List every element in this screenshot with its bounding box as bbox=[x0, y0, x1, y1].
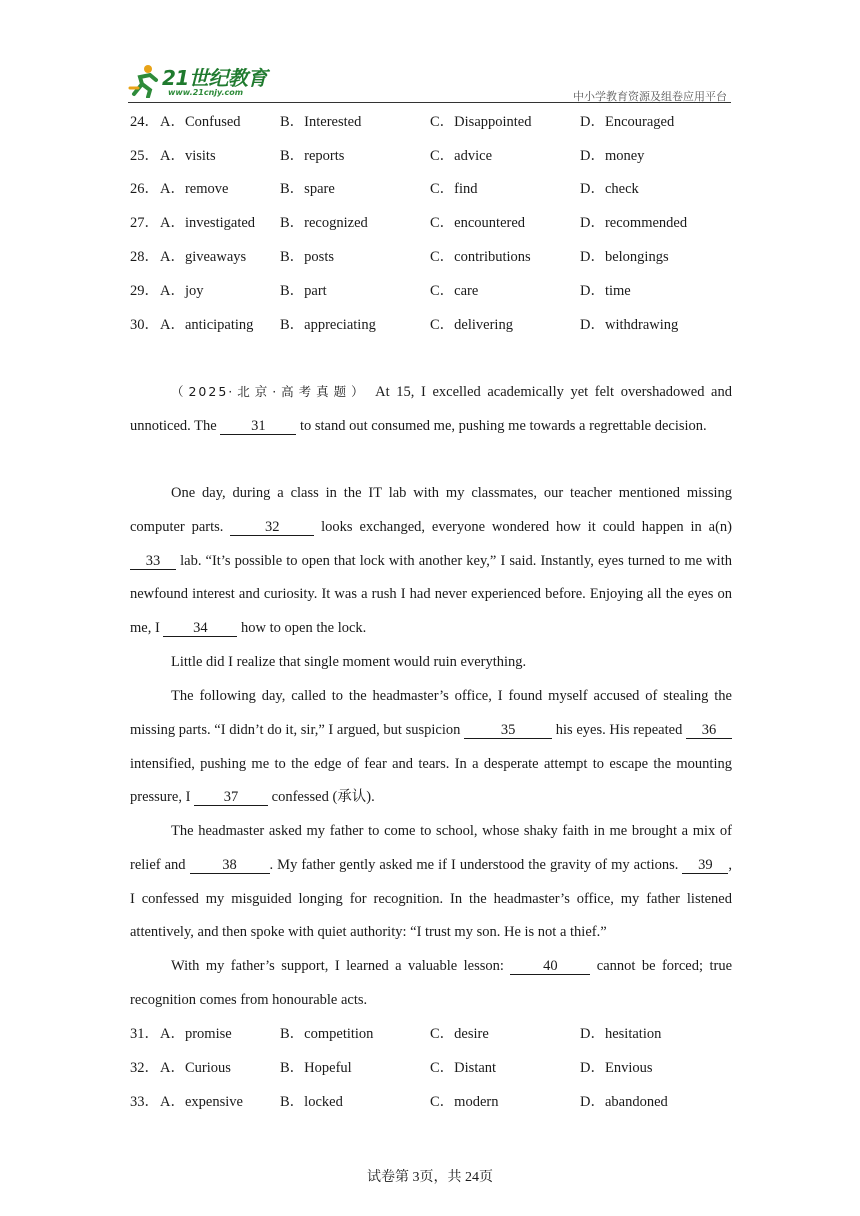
option-row-29 bbox=[130, 281, 740, 301]
passage-paragraph-2 bbox=[130, 477, 732, 646]
option-a: A．remove bbox=[160, 181, 229, 197]
passage-paragraph-1 bbox=[130, 375, 732, 444]
question-number: 31． bbox=[130, 1026, 159, 1042]
question-number: 26． bbox=[130, 181, 159, 197]
passage-text: his eyes. His repeated bbox=[552, 721, 686, 738]
option-b: B．reports bbox=[280, 148, 345, 164]
passage-text: confessed (承认). bbox=[268, 789, 375, 806]
running-figure-icon bbox=[128, 64, 160, 98]
logo-url: www.21cnjy.com bbox=[168, 88, 244, 97]
passage-text: The headmaster asked my father to come to school, whose shaky faith in me brought a mix of relief and bbox=[130, 823, 732, 873]
question-number: 29． bbox=[130, 283, 159, 299]
option-b: B．Hopeful bbox=[280, 1060, 352, 1076]
passage-text: The following day, called to the headmaster’s office, I found myself accused of stealing the missing parts. “I didn’t do it, sir,” I argued, but suspicion bbox=[130, 688, 732, 738]
option-b: B．recognized bbox=[280, 215, 368, 231]
passage-text: lab. “It’s possible to open that lock with another key,” I said. Instantly, eyes turned to me with newfound interest and curiosity. It was a rush I had never experienced before. Enjoying all the eyes on me, I bbox=[130, 552, 732, 637]
option-b: B．Interested bbox=[280, 114, 362, 130]
option-d: D．hesitation bbox=[580, 1026, 662, 1042]
page-header bbox=[128, 62, 731, 103]
question-number: 27． bbox=[130, 215, 159, 231]
logo-text: 21世纪教育 bbox=[162, 66, 267, 90]
option-a: A．visits bbox=[160, 148, 216, 164]
option-c: C．care bbox=[430, 283, 479, 299]
passage-paragraph-6 bbox=[130, 950, 732, 1018]
blank-38: 38 bbox=[190, 857, 270, 874]
option-row-26 bbox=[130, 179, 740, 199]
passage-text: Little did I realize that single moment would ruin everything. bbox=[171, 654, 527, 670]
option-c: C．delivering bbox=[430, 317, 513, 333]
option-c: C．find bbox=[430, 181, 478, 197]
blank-32: 32 bbox=[230, 519, 314, 536]
passage-text: With my father’s support, I learned a valuable lesson: bbox=[171, 958, 511, 974]
option-a: A．promise bbox=[160, 1026, 232, 1042]
option-b: B．spare bbox=[280, 181, 335, 197]
option-d: D．Envious bbox=[580, 1060, 653, 1076]
blank-34: 34 bbox=[163, 620, 237, 637]
option-d: D．withdrawing bbox=[580, 317, 679, 333]
passage-text: to stand out consumed me, pushing me towards a regrettable decision. bbox=[296, 417, 707, 434]
option-b: B．competition bbox=[280, 1026, 374, 1042]
page-footer: 试卷第 3页，共 24页 bbox=[367, 1170, 493, 1185]
option-row-27 bbox=[130, 213, 740, 233]
option-a: A．investigated bbox=[160, 215, 256, 231]
passage-paragraph-4 bbox=[130, 680, 732, 815]
blank-31: 31 bbox=[220, 418, 296, 435]
option-row-32 bbox=[130, 1058, 740, 1078]
logo bbox=[128, 64, 268, 100]
option-row-28 bbox=[130, 247, 740, 267]
option-b: B．locked bbox=[280, 1094, 343, 1110]
passage-text: One day, during a class in the IT lab with my classmates, our teacher mentioned missing computer parts. bbox=[130, 485, 732, 535]
blank-37: 37 bbox=[194, 789, 268, 806]
option-d: D．abandoned bbox=[580, 1094, 668, 1110]
blank-33: 33 bbox=[130, 553, 176, 570]
option-d: D．time bbox=[580, 283, 631, 299]
option-c: C．contributions bbox=[430, 249, 531, 265]
question-number: 32． bbox=[130, 1060, 159, 1076]
option-c: C．encountered bbox=[430, 215, 526, 231]
passage-text: , I confessed my misguided longing for recognition. In the headmaster’s office, my father listened attentively, and then spoke with quiet authority: “I trust my son. He is not a thief.” bbox=[130, 856, 732, 941]
option-b: B．part bbox=[280, 283, 327, 299]
passage-paragraph-5 bbox=[130, 815, 732, 950]
passage-paragraph-3 bbox=[130, 646, 732, 680]
option-row-25 bbox=[130, 146, 740, 166]
option-d: D．recommended bbox=[580, 215, 688, 231]
blank-36: 36 bbox=[686, 722, 732, 739]
blank-40: 40 bbox=[510, 958, 590, 975]
option-row-30 bbox=[130, 315, 740, 335]
platform-label: 中小学教育资源及组卷应用平台 bbox=[573, 90, 727, 103]
option-a: A．anticipating bbox=[160, 317, 254, 333]
passage-text: At 15, I excelled academically yet felt overshadowed and unnoticed. The bbox=[130, 384, 732, 434]
option-a: A．Curious bbox=[160, 1060, 231, 1076]
option-c: C．modern bbox=[430, 1094, 499, 1110]
option-b: B．posts bbox=[280, 249, 334, 265]
option-a: A．Confused bbox=[160, 114, 241, 130]
question-number: 24． bbox=[130, 114, 159, 130]
option-c: C．Disappointed bbox=[430, 114, 532, 130]
passage-text: looks exchanged, everyone wondered how it could happen in a(n) bbox=[314, 518, 732, 535]
option-d: D．belongings bbox=[580, 249, 669, 265]
option-d: D．money bbox=[580, 148, 645, 164]
option-a: A．giveaways bbox=[160, 249, 247, 265]
source-tag: （2025·北京·高考真题） bbox=[171, 384, 369, 399]
option-c: C．desire bbox=[430, 1026, 489, 1042]
passage-text: cannot be forced; true recognition comes from honourable acts. bbox=[130, 958, 733, 1008]
question-number: 30． bbox=[130, 317, 159, 333]
blank-35: 35 bbox=[464, 722, 552, 739]
passage-text: how to open the lock. bbox=[237, 620, 367, 637]
option-c: C．Distant bbox=[430, 1060, 497, 1076]
passage-text: intensified, pushing me to the edge of fear and tears. In a desperate attempt to escape the mounting pressure, I bbox=[130, 755, 732, 806]
passage-text: . My father gently asked me if I understood the gravity of my actions. bbox=[269, 856, 683, 873]
option-row-31 bbox=[130, 1024, 740, 1044]
option-d: D．Encouraged bbox=[580, 114, 675, 130]
question-number: 28． bbox=[130, 249, 159, 265]
option-row-24 bbox=[130, 112, 740, 132]
option-a: A．joy bbox=[160, 283, 204, 299]
option-c: C．advice bbox=[430, 148, 493, 164]
blank-39: 39 bbox=[682, 857, 728, 874]
option-row-33 bbox=[130, 1092, 740, 1112]
option-a: A．expensive bbox=[160, 1094, 243, 1110]
option-b: B．appreciating bbox=[280, 317, 376, 333]
question-number: 25． bbox=[130, 148, 159, 164]
question-number: 33． bbox=[130, 1094, 159, 1110]
option-d: D．check bbox=[580, 181, 639, 197]
